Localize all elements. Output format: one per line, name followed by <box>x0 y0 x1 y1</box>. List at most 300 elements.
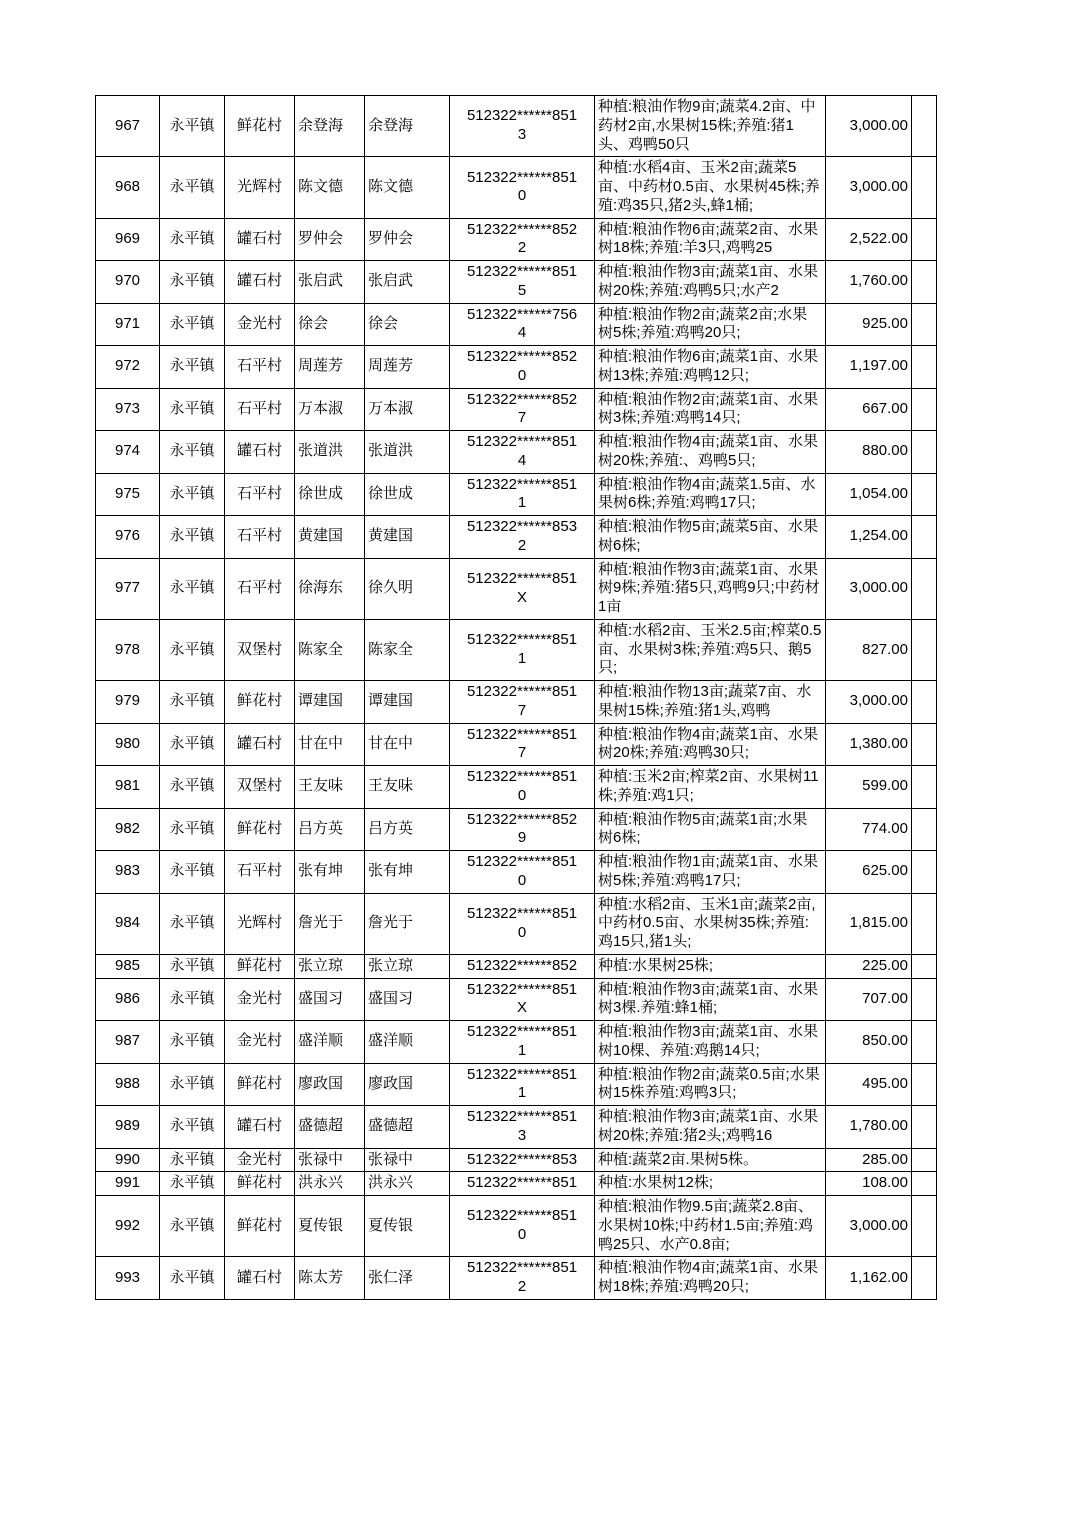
cell-row-number: 988 <box>96 1063 160 1106</box>
cell-blank <box>912 1106 937 1149</box>
cell-village: 石平村 <box>225 388 295 431</box>
cell-id-number <box>450 1172 595 1196</box>
cell-payee-name: 盛德超 <box>365 1106 450 1149</box>
cell-planting-breeding-desc: 种植:水稻2亩、玉米1亩;蔬菜2亩,中药材0.5亩、水果树35株;养殖:鸡15只,猪1头; <box>595 893 826 954</box>
cell-amount: 2,522.00 <box>826 218 912 261</box>
table-row <box>96 388 937 431</box>
cell-id-number <box>450 723 595 766</box>
cell-id-number <box>450 303 595 346</box>
id-number-tail: 3 <box>517 1126 527 1144</box>
cell-id-number <box>450 1021 595 1064</box>
cell-row-number: 972 <box>96 346 160 389</box>
id-number-tail: 7 <box>517 701 527 719</box>
table-row <box>96 96 937 157</box>
cell-town: 永平镇 <box>160 1106 225 1149</box>
cell-name: 张有坤 <box>295 851 365 894</box>
cell-row-number: 993 <box>96 1257 160 1300</box>
cell-amount: 225.00 <box>826 954 912 978</box>
table-row <box>96 978 937 1021</box>
cell-village: 罐石村 <box>225 218 295 261</box>
table-row <box>96 303 937 346</box>
cell-village: 金光村 <box>225 1021 295 1064</box>
cell-payee-name: 张禄中 <box>365 1148 450 1172</box>
cell-id-number <box>450 1063 595 1106</box>
cell-row-number: 973 <box>96 388 160 431</box>
table-row <box>96 1106 937 1149</box>
cell-town: 永平镇 <box>160 808 225 851</box>
cell-blank <box>912 473 937 516</box>
cell-planting-breeding-desc: 种植:水果树12株; <box>595 1172 826 1196</box>
cell-id-number <box>450 346 595 389</box>
id-number-tail: 2 <box>517 1278 527 1295</box>
cell-payee-name: 夏传银 <box>365 1196 450 1257</box>
id-number-main: 512322******851 <box>466 768 578 785</box>
cell-amount: 850.00 <box>826 1021 912 1064</box>
id-number-tail: 4 <box>517 324 527 342</box>
cell-village: 金光村 <box>225 303 295 346</box>
cell-id-number <box>450 978 595 1021</box>
cell-amount: 667.00 <box>826 388 912 431</box>
cell-id-number <box>450 893 595 954</box>
cell-town: 永平镇 <box>160 1172 225 1196</box>
cell-name: 徐海东 <box>295 558 365 619</box>
id-number-tail: 7 <box>517 409 527 427</box>
cell-village: 金光村 <box>225 1148 295 1172</box>
cell-blank <box>912 1148 937 1172</box>
cell-payee-name: 余登海 <box>365 96 450 157</box>
cell-id-number <box>450 388 595 431</box>
cell-name: 张启武 <box>295 261 365 304</box>
cell-blank <box>912 431 937 474</box>
id-number-tail: 2 <box>517 239 527 257</box>
cell-id-number <box>450 473 595 516</box>
id-number-main: 512322******851 <box>466 853 578 870</box>
cell-blank <box>912 218 937 261</box>
cell-planting-breeding-desc: 种植:粮油作物3亩;蔬菜1亩、水果树20株;养殖:猪2头;鸡鸭16 <box>595 1106 826 1149</box>
cell-planting-breeding-desc: 种植:粮油作物9.5亩;蔬菜2.8亩、水果树10株;中药材1.5亩;养殖:鸡鸭25只、水产0.8亩; <box>595 1196 826 1257</box>
cell-town: 永平镇 <box>160 516 225 559</box>
cell-name: 张禄中 <box>295 1148 365 1172</box>
id-number-main: 512322******851 <box>466 1108 578 1125</box>
cell-blank <box>912 766 937 809</box>
cell-id-number <box>450 681 595 724</box>
cell-id-number <box>450 558 595 619</box>
cell-village: 石平村 <box>225 346 295 389</box>
cell-town: 永平镇 <box>160 851 225 894</box>
id-number-main: 512322******851 <box>466 263 578 280</box>
cell-row-number: 981 <box>96 766 160 809</box>
cell-row-number: 977 <box>96 558 160 619</box>
table-row <box>96 851 937 894</box>
cell-blank <box>912 261 937 304</box>
cell-name: 盛洋顺 <box>295 1021 365 1064</box>
cell-village: 罐石村 <box>225 431 295 474</box>
cell-id-number <box>450 96 595 157</box>
id-number-main: 512322******756 <box>466 305 578 323</box>
cell-amount: 3,000.00 <box>826 681 912 724</box>
cell-payee-name: 罗仲会 <box>365 218 450 261</box>
cell-payee-name: 陈文德 <box>365 157 450 218</box>
cell-blank <box>912 1063 937 1106</box>
cell-planting-breeding-desc: 种植:粮油作物2亩;蔬菜2亩;水果树5株;养殖:鸡鸭20只; <box>595 303 826 346</box>
cell-payee-name: 王友味 <box>365 766 450 809</box>
id-number-main: 512322******851 <box>466 475 578 493</box>
cell-row-number: 970 <box>96 261 160 304</box>
cell-blank <box>912 723 937 766</box>
cell-blank <box>912 1196 937 1257</box>
cell-id-number <box>450 1196 595 1257</box>
id-number-main: 512322******851 <box>466 725 578 743</box>
cell-town: 永平镇 <box>160 1063 225 1106</box>
cell-planting-breeding-desc: 种植:水稻2亩、玉米2.5亩;榨菜0.5亩、水果树3株;养殖:鸡5只、鹅5只; <box>595 619 826 680</box>
cell-blank <box>912 558 937 619</box>
cell-name: 张立琼 <box>295 954 365 978</box>
cell-name: 罗仲会 <box>295 218 365 261</box>
id-number-main: 512322******851 <box>466 683 578 700</box>
cell-name: 陈太芳 <box>295 1257 365 1300</box>
cell-row-number: 982 <box>96 808 160 851</box>
cell-village: 鲜花村 <box>225 954 295 978</box>
id-number-main: 512322******851 <box>466 1065 578 1083</box>
cell-town: 永平镇 <box>160 1148 225 1172</box>
table-row <box>96 723 937 766</box>
cell-payee-name: 周莲芳 <box>365 346 450 389</box>
cell-name: 吕方英 <box>295 808 365 851</box>
cell-planting-breeding-desc: 种植:粮油作物3亩;蔬菜1亩、水果树10棵、养殖:鸡鹅14只; <box>595 1021 826 1064</box>
cell-planting-breeding-desc: 种植:粮油作物4亩;蔬菜1亩、水果树20株;养殖:、鸡鸭5只; <box>595 431 826 474</box>
id-number-main: 512322******852 <box>466 220 578 238</box>
id-number-tail: 0 <box>517 786 527 804</box>
cell-blank <box>912 303 937 346</box>
cell-town: 永平镇 <box>160 558 225 619</box>
cell-payee-name: 徐世成 <box>365 473 450 516</box>
benefit-table <box>95 95 937 1300</box>
table-row <box>96 516 937 559</box>
cell-name: 甘在中 <box>295 723 365 766</box>
cell-blank <box>912 388 937 431</box>
cell-town: 永平镇 <box>160 96 225 157</box>
table-row <box>96 558 937 619</box>
cell-planting-breeding-desc: 种植:粮油作物2亩;蔬菜0.5亩;水果树15株养殖:鸡鸭3只; <box>595 1063 826 1106</box>
cell-row-number: 979 <box>96 681 160 724</box>
cell-planting-breeding-desc: 种植:粮油作物3亩;蔬菜1亩、水果树3棵.养殖:蜂1桶; <box>595 978 826 1021</box>
cell-planting-breeding-desc: 种植:粮油作物3亩;蔬菜1亩、水果树9株;养殖:猪5只,鸡鸭9只;中药材1亩 <box>595 558 826 619</box>
id-number-main: 512322******851 <box>466 433 578 450</box>
cell-row-number: 978 <box>96 619 160 680</box>
cell-name: 徐会 <box>295 303 365 346</box>
id-number-tail: 7 <box>517 744 527 762</box>
cell-amount: 1,815.00 <box>826 893 912 954</box>
cell-amount: 827.00 <box>826 619 912 680</box>
id-number-tail: 9 <box>517 829 527 847</box>
cell-amount: 495.00 <box>826 1063 912 1106</box>
table-row <box>96 766 937 809</box>
id-number-main: 512322******851 <box>466 904 578 922</box>
cell-payee-name: 洪永兴 <box>365 1172 450 1196</box>
id-number-main: 512322******851 <box>466 980 578 998</box>
cell-row-number: 987 <box>96 1021 160 1064</box>
cell-amount: 1,780.00 <box>826 1106 912 1149</box>
cell-id-number <box>450 157 595 218</box>
id-number-main: 512322******852 <box>466 390 578 408</box>
cell-amount: 599.00 <box>826 766 912 809</box>
cell-amount: 925.00 <box>826 303 912 346</box>
cell-village: 罐石村 <box>225 1257 295 1300</box>
table-row <box>96 1257 937 1300</box>
cell-blank <box>912 893 937 954</box>
cell-village: 石平村 <box>225 851 295 894</box>
table-row <box>96 1063 937 1106</box>
cell-id-number <box>450 619 595 680</box>
id-number-tail: 3 <box>517 126 527 144</box>
cell-planting-breeding-desc: 种植:粮油作物4亩;蔬菜1亩、水果树20株;养殖:鸡鸭30只; <box>595 723 826 766</box>
cell-row-number: 985 <box>96 954 160 978</box>
id-number-main: 512322******851 <box>466 1174 578 1192</box>
id-number-tail: 0 <box>517 1226 527 1244</box>
cell-blank <box>912 808 937 851</box>
cell-amount: 1,254.00 <box>826 516 912 559</box>
cell-village: 光辉村 <box>225 157 295 218</box>
cell-name: 詹光于 <box>295 893 365 954</box>
cell-id-number <box>450 261 595 304</box>
cell-payee-name: 张有坤 <box>365 851 450 894</box>
cell-town: 永平镇 <box>160 893 225 954</box>
cell-id-number <box>450 431 595 474</box>
cell-id-number <box>450 766 595 809</box>
cell-village: 鲜花村 <box>225 96 295 157</box>
id-number-main: 512322******851 <box>466 631 578 649</box>
cell-payee-name: 张道洪 <box>365 431 450 474</box>
table-row <box>96 808 937 851</box>
cell-town: 永平镇 <box>160 346 225 389</box>
cell-name: 万本淑 <box>295 388 365 431</box>
cell-village: 罐石村 <box>225 723 295 766</box>
cell-blank <box>912 1257 937 1300</box>
cell-row-number: 984 <box>96 893 160 954</box>
cell-blank <box>912 516 937 559</box>
cell-village: 鲜花村 <box>225 1196 295 1257</box>
table-row <box>96 1172 937 1196</box>
cell-row-number: 983 <box>96 851 160 894</box>
id-number-main: 512322******853 <box>466 518 578 535</box>
cell-name: 陈文德 <box>295 157 365 218</box>
cell-amount: 1,380.00 <box>826 723 912 766</box>
cell-village: 罐石村 <box>225 261 295 304</box>
cell-payee-name: 徐会 <box>365 303 450 346</box>
cell-amount: 285.00 <box>826 1148 912 1172</box>
cell-amount: 880.00 <box>826 431 912 474</box>
cell-blank <box>912 954 937 978</box>
cell-town: 永平镇 <box>160 681 225 724</box>
cell-row-number: 989 <box>96 1106 160 1149</box>
cell-payee-name: 徐久明 <box>365 558 450 619</box>
cell-amount: 3,000.00 <box>826 157 912 218</box>
cell-id-number <box>450 218 595 261</box>
cell-row-number: 968 <box>96 157 160 218</box>
cell-blank <box>912 619 937 680</box>
cell-payee-name: 张立琼 <box>365 954 450 978</box>
cell-id-number <box>450 1257 595 1300</box>
cell-planting-breeding-desc: 种植:粮油作物5亩;蔬菜5亩、水果树6株; <box>595 516 826 559</box>
cell-village: 鲜花村 <box>225 681 295 724</box>
cell-blank <box>912 681 937 724</box>
cell-id-number <box>450 954 595 978</box>
table-row <box>96 346 937 389</box>
id-number-main: 512322******853 <box>466 1150 578 1168</box>
id-number-main: 512322******851 <box>466 1023 578 1040</box>
cell-payee-name: 张仁泽 <box>365 1257 450 1300</box>
cell-village: 金光村 <box>225 978 295 1021</box>
cell-payee-name: 吕方英 <box>365 808 450 851</box>
cell-planting-breeding-desc: 种植:粮油作物2亩;蔬菜1亩、水果树3株;养殖:鸡鸭14只; <box>595 388 826 431</box>
id-number-tail: 0 <box>517 366 527 384</box>
id-number-tail: 1 <box>517 1084 527 1102</box>
cell-village: 光辉村 <box>225 893 295 954</box>
cell-name: 盛国习 <box>295 978 365 1021</box>
cell-row-number: 986 <box>96 978 160 1021</box>
table-row <box>96 619 937 680</box>
cell-id-number <box>450 516 595 559</box>
id-number-main: 512322******852 <box>466 810 578 828</box>
table-body <box>96 96 937 1300</box>
table-row <box>96 1196 937 1257</box>
cell-blank <box>912 978 937 1021</box>
cell-planting-breeding-desc: 种植:粮油作物3亩;蔬菜1亩、水果树20株;养殖:鸡鸭5只;水产2 <box>595 261 826 304</box>
cell-id-number <box>450 1106 595 1149</box>
id-number-main: 512322******851 <box>466 107 578 125</box>
cell-planting-breeding-desc: 种植:玉米2亩;榨菜2亩、水果树11株;养殖:鸡1只; <box>595 766 826 809</box>
cell-town: 永平镇 <box>160 978 225 1021</box>
cell-payee-name: 万本淑 <box>365 388 450 431</box>
id-number-tail: 2 <box>517 536 527 554</box>
cell-town: 永平镇 <box>160 431 225 474</box>
cell-name: 余登海 <box>295 96 365 157</box>
cell-name: 洪永兴 <box>295 1172 365 1196</box>
cell-planting-breeding-desc: 种植:水果树25株; <box>595 954 826 978</box>
cell-village: 石平村 <box>225 473 295 516</box>
id-number-main: 512322******851 <box>466 569 578 587</box>
cell-amount: 3,000.00 <box>826 96 912 157</box>
cell-name: 徐世成 <box>295 473 365 516</box>
cell-village: 石平村 <box>225 516 295 559</box>
table-row <box>96 1021 937 1064</box>
cell-planting-breeding-desc: 种植:水稻4亩、玉米2亩;蔬菜5亩、中药材0.5亩、水果树45株;养殖:鸡35只,猪2头,蜂1桶; <box>595 157 826 218</box>
cell-id-number <box>450 1148 595 1172</box>
id-number-main: 512322******851 <box>466 168 578 186</box>
cell-name: 周莲芳 <box>295 346 365 389</box>
cell-blank <box>912 1172 937 1196</box>
cell-payee-name: 张启武 <box>365 261 450 304</box>
cell-id-number <box>450 808 595 851</box>
spreadsheet-table-region <box>95 95 936 1300</box>
cell-payee-name: 盛国习 <box>365 978 450 1021</box>
id-number-main: 512322******851 <box>466 1207 578 1225</box>
id-number-main: 512322******852 <box>466 348 578 365</box>
id-number-main: 512322******851 <box>466 1259 578 1277</box>
cell-payee-name: 陈家全 <box>365 619 450 680</box>
cell-planting-breeding-desc: 种植:粮油作物6亩;蔬菜2亩、水果树18株;养殖:羊3只,鸡鸭25 <box>595 218 826 261</box>
cell-name: 黄建国 <box>295 516 365 559</box>
cell-name: 张道洪 <box>295 431 365 474</box>
cell-blank <box>912 157 937 218</box>
cell-row-number: 990 <box>96 1148 160 1172</box>
cell-name: 陈家全 <box>295 619 365 680</box>
id-number-tail: 1 <box>517 649 527 667</box>
cell-blank <box>912 346 937 389</box>
id-number-main: 512322******852 <box>466 956 578 974</box>
cell-amount: 3,000.00 <box>826 1196 912 1257</box>
cell-name: 夏传银 <box>295 1196 365 1257</box>
cell-row-number: 971 <box>96 303 160 346</box>
cell-payee-name: 詹光于 <box>365 893 450 954</box>
cell-row-number: 991 <box>96 1172 160 1196</box>
cell-town: 永平镇 <box>160 157 225 218</box>
cell-village: 鲜花村 <box>225 1172 295 1196</box>
table-row <box>96 261 937 304</box>
cell-name: 盛德超 <box>295 1106 365 1149</box>
cell-village: 鲜花村 <box>225 808 295 851</box>
cell-name: 谭建国 <box>295 681 365 724</box>
cell-amount: 1,162.00 <box>826 1257 912 1300</box>
cell-amount: 625.00 <box>826 851 912 894</box>
cell-village: 鲜花村 <box>225 1063 295 1106</box>
cell-payee-name: 甘在中 <box>365 723 450 766</box>
cell-planting-breeding-desc: 种植:粮油作物4亩;蔬菜1.5亩、水果树6株;养殖:鸡鸭17只; <box>595 473 826 516</box>
table-row <box>96 681 937 724</box>
id-number-tail: 4 <box>517 451 527 469</box>
cell-amount: 1,197.00 <box>826 346 912 389</box>
cell-row-number: 992 <box>96 1196 160 1257</box>
cell-payee-name: 谭建国 <box>365 681 450 724</box>
cell-payee-name: 盛洋顺 <box>365 1021 450 1064</box>
table-row <box>96 893 937 954</box>
cell-amount: 1,760.00 <box>826 261 912 304</box>
cell-payee-name: 黄建国 <box>365 516 450 559</box>
cell-id-number <box>450 851 595 894</box>
cell-town: 永平镇 <box>160 261 225 304</box>
cell-row-number: 967 <box>96 96 160 157</box>
cell-town: 永平镇 <box>160 388 225 431</box>
cell-name: 王友味 <box>295 766 365 809</box>
cell-town: 永平镇 <box>160 1257 225 1300</box>
cell-planting-breeding-desc: 种植:粮油作物6亩;蔬菜1亩、水果树13株;养殖:鸡鸭12只; <box>595 346 826 389</box>
table-row <box>96 954 937 978</box>
cell-amount: 707.00 <box>826 978 912 1021</box>
table-row <box>96 218 937 261</box>
cell-row-number: 969 <box>96 218 160 261</box>
cell-town: 永平镇 <box>160 766 225 809</box>
cell-planting-breeding-desc: 种植:粮油作物13亩;蔬菜7亩、水果树15株;养殖:猪1头,鸡鸭 <box>595 681 826 724</box>
cell-village: 石平村 <box>225 558 295 619</box>
cell-payee-name: 廖政国 <box>365 1063 450 1106</box>
cell-blank <box>912 96 937 157</box>
cell-row-number: 975 <box>96 473 160 516</box>
cell-village: 双堡村 <box>225 766 295 809</box>
cell-planting-breeding-desc: 种植:粮油作物9亩;蔬菜4.2亩、中药材2亩,水果树15株;养殖:猪1头、鸡鸭50只 <box>595 96 826 157</box>
table-row <box>96 431 937 474</box>
cell-blank <box>912 1021 937 1064</box>
id-number-tail: X <box>516 588 527 606</box>
cell-town: 永平镇 <box>160 723 225 766</box>
id-number-tail: 0 <box>517 871 527 889</box>
cell-town: 永平镇 <box>160 303 225 346</box>
cell-planting-breeding-desc: 种植:粮油作物4亩;蔬菜1亩、水果树18株;养殖:鸡鸭20只; <box>595 1257 826 1300</box>
cell-town: 永平镇 <box>160 218 225 261</box>
cell-town: 永平镇 <box>160 1021 225 1064</box>
cell-town: 永平镇 <box>160 954 225 978</box>
cell-row-number: 974 <box>96 431 160 474</box>
cell-village: 罐石村 <box>225 1106 295 1149</box>
